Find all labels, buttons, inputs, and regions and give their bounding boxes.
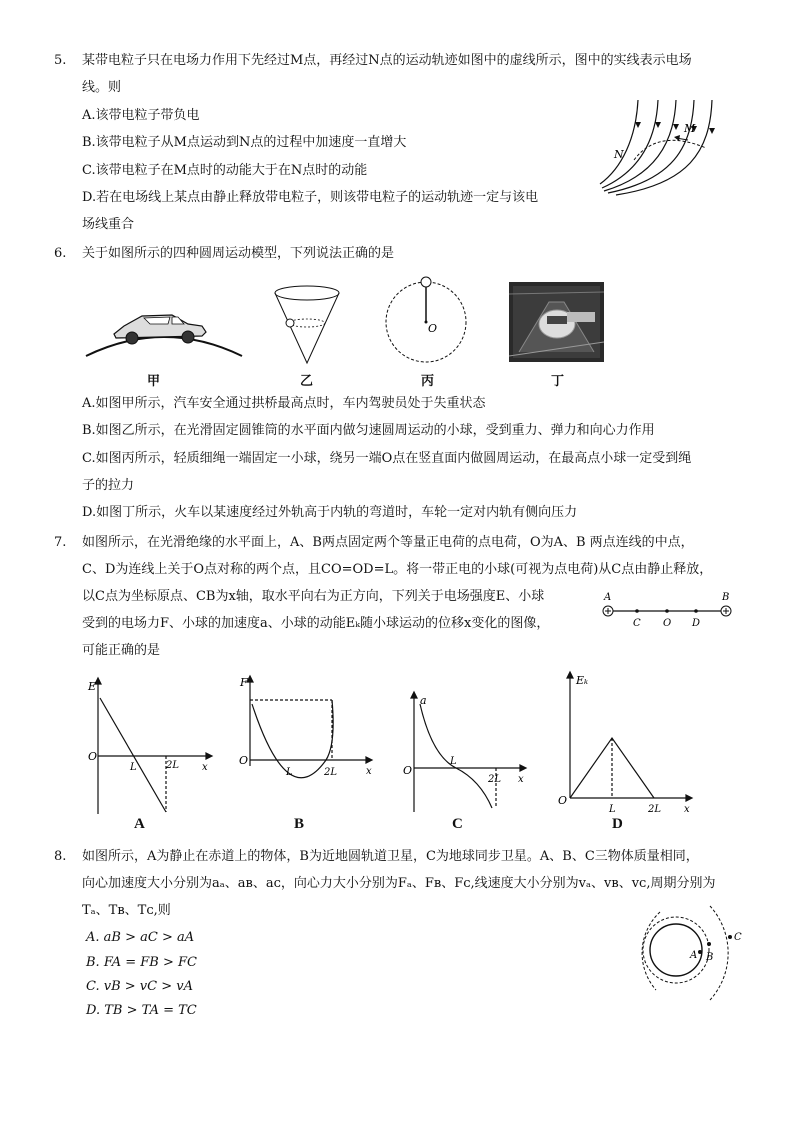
- q6-option-d: D.如图丁所示，火车以某速度经过外轨高于内轨的弯道时，车轮一定对内轨有侧向压力: [82, 505, 578, 520]
- q7-stem-line4: 受到的电场力F、小球的加速度a、小球的动能Eₖ随小球运动的位移x变化的图像，: [82, 616, 550, 631]
- q7-graph-d-2l: 2L: [648, 804, 662, 815]
- q6-option-b: B.如图乙所示，在光滑固定圆锥筒的水平面内做匀速圆周运动的小球，受到重力、弹力和向心力作用: [82, 423, 655, 438]
- q7-stem-line5: 可能正确的是: [82, 643, 161, 658]
- q6-label-ding: 丁: [551, 374, 565, 389]
- q7-graph-b-label: B: [294, 816, 305, 832]
- q5-stem-line1: 某带电粒子只在电场力作用下先经过M点，再经过N点的运动轨迹如图中的虚线所示，图中的实线表示电场: [82, 53, 692, 68]
- q5-option-d-line2: 场线重合: [82, 217, 135, 232]
- q7-graph-d-l: L: [609, 804, 616, 815]
- q6-figure-car-bridge: [84, 298, 244, 358]
- q7-graph-d-axis-ek: Eₖ: [576, 674, 589, 687]
- q7-graph-d-label: D: [612, 816, 623, 832]
- q7-graph-b: [236, 674, 376, 786]
- q8-label-c: C: [734, 932, 742, 943]
- q6-label-bing: 丙: [421, 374, 435, 389]
- q7-graph-d: [556, 670, 696, 816]
- q5-option-b: B.该带电粒子从M点运动到N点的过程中加速度一直增大: [82, 135, 407, 150]
- q7-graph-b-x: x: [366, 766, 372, 777]
- q7-graph-c-axis-a: a: [420, 694, 427, 707]
- q8-number: 8.: [54, 849, 67, 864]
- q7-graph-c-origin: O: [403, 764, 413, 777]
- q6-label-jia: 甲: [147, 374, 161, 389]
- q5-stem-line2: 线。则: [82, 80, 122, 95]
- q6-option-c-line1: C.如图丙所示，轻质细绳一端固定一小球，绕另一端O点在竖直面内做圆周运动，在最高点小球一定受到绳: [82, 451, 692, 466]
- q8-label-b: B: [706, 952, 714, 963]
- q7-point-o: O: [663, 618, 672, 629]
- q6-option-c-line2: 子的拉力: [82, 478, 135, 493]
- q6-figure-cone: [272, 285, 342, 365]
- q8-stem-line1: 如图所示，A为静止在赤道上的物体，B为近地圆轨道卫星，C为地球同步卫星。A、B、C三物体质量相同，: [82, 849, 699, 864]
- q5-label-n: N: [614, 148, 624, 161]
- q7-point-c: C: [633, 618, 641, 629]
- q8-option-c: C. vB > vC > vA: [86, 979, 193, 994]
- q7-graph-a: [86, 676, 216, 816]
- q7-stem-line2: C、D为连线上关于O点对称的两个点，且CO=OD=L。将一带正电的小球(可视为点电荷)从C点由静止释放，: [82, 562, 713, 577]
- q5-label-m: M: [684, 122, 696, 135]
- q6-figure-vertical-circle: [384, 276, 468, 364]
- q8-stem-line2: 向心加速度大小分别为aₐ、aʙ、aᴄ，向心力大小分别为Fₐ、Fʙ、Fᴄ,线速度大小分别为vₐ、vʙ、vᴄ,周期分别为: [82, 876, 716, 891]
- q7-point-b: B: [722, 592, 730, 603]
- q5-option-c: C.该带电粒子在M点时的动能大于在N点时的动能: [82, 163, 368, 178]
- q7-graph-a-label: A: [134, 816, 145, 832]
- q7-number: 7.: [54, 535, 67, 550]
- q6-option-a: A.如图甲所示，汽车安全通过拱桥最高点时，车内驾驶员处于失重状态: [82, 396, 486, 411]
- q5-number: 5.: [54, 53, 67, 68]
- q7-graph-a-axis-e: E: [88, 680, 97, 693]
- q5-option-d-line1: D.若在电场线上某点由静止释放带电粒子，则该带电粒子的运动轨迹一定与该电: [82, 190, 539, 205]
- q7-graph-b-l: L: [286, 767, 293, 778]
- q8-label-a: A: [690, 950, 698, 961]
- q6-stem: 关于如图所示的四种圆周运动模型，下列说法正确的是: [82, 246, 395, 261]
- q8-option-a: A. aB > aC > aA: [86, 930, 195, 945]
- q7-graph-a-2l: 2L: [166, 760, 180, 771]
- q7-graph-c: [400, 690, 530, 814]
- q6-figure-train-photo: [509, 282, 604, 362]
- q6-number: 6.: [54, 246, 67, 261]
- q5-field-lines-figure: [598, 98, 718, 192]
- q7-graph-b-axis-f: F: [240, 676, 248, 689]
- q7-stem-line3: 以C点为坐标原点、CB为x轴，取水平向右为正方向，下列关于电场强度E、小球: [82, 589, 545, 604]
- q7-graph-c-label: C: [452, 816, 463, 832]
- q7-graph-b-origin: O: [239, 754, 249, 767]
- q7-graph-d-x: x: [684, 804, 690, 815]
- q7-graph-c-2l: 2L: [488, 774, 502, 785]
- q6-label-yi: 乙: [300, 374, 314, 389]
- q7-charges-figure: [600, 590, 736, 630]
- q8-stem-line3: Tₐ、Tʙ、Tᴄ,则: [82, 903, 171, 918]
- q7-graph-a-origin: O: [88, 750, 98, 763]
- q7-graph-d-origin: O: [558, 794, 568, 807]
- q6-label-o: O: [428, 322, 438, 335]
- q7-graph-a-x: x: [202, 762, 208, 773]
- q7-graph-c-x: x: [518, 774, 524, 785]
- q8-option-d: D. TB > TA = TC: [86, 1003, 197, 1018]
- q7-point-a: A: [604, 592, 612, 603]
- q7-stem-line1: 如图所示，在光滑绝缘的水平面上，A、B两点固定两个等量正电荷的点电荷，O为A、B 两点连线的中点，: [82, 535, 694, 550]
- q7-graph-a-l: L: [130, 762, 137, 773]
- q8-orbits-figure: [640, 904, 750, 1004]
- q7-graph-c-l: L: [450, 756, 457, 767]
- q7-point-d: D: [692, 618, 701, 629]
- q5-option-a: A.该带电粒子带负电: [82, 108, 200, 123]
- q7-graph-b-2l: 2L: [324, 767, 338, 778]
- q8-option-b: B. FA = FB > FC: [86, 955, 197, 970]
